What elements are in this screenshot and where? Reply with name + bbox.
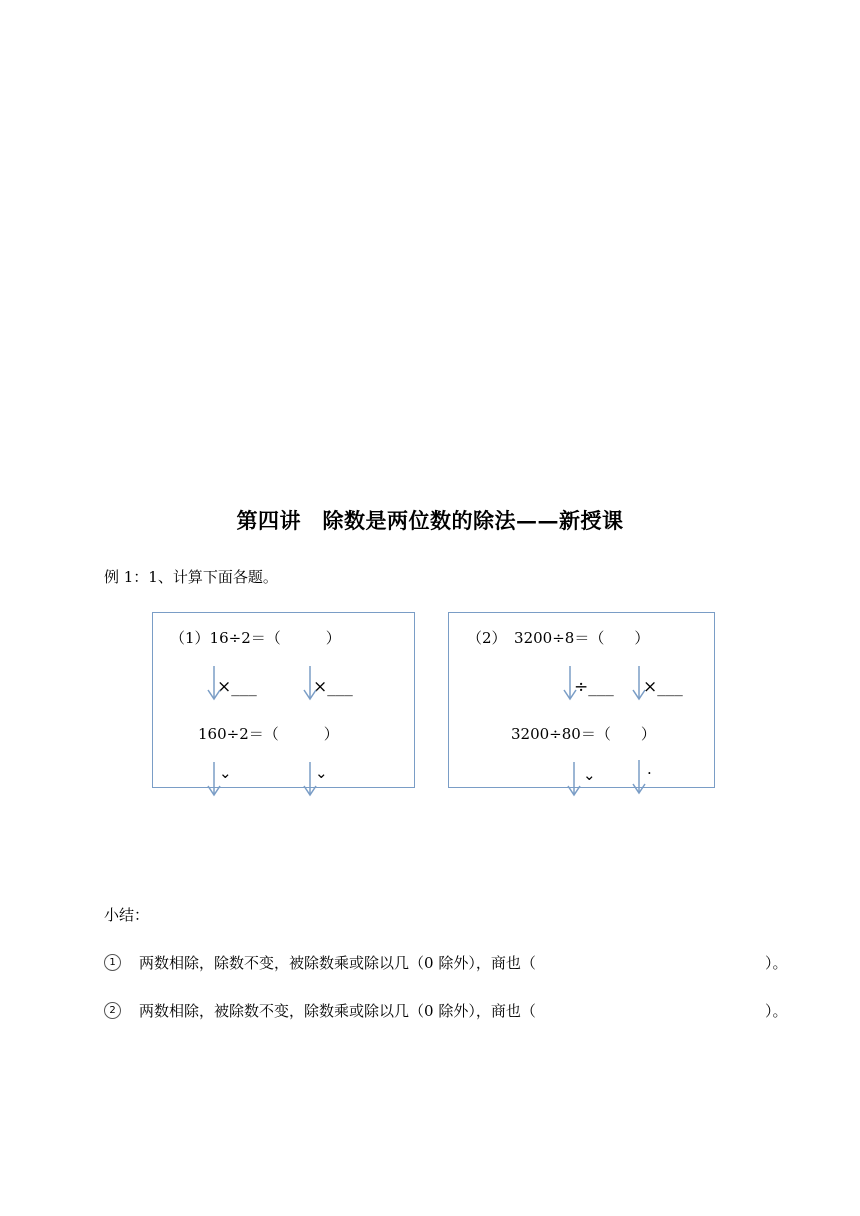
problem-2-bottom-right-mark: · [647,764,652,782]
rule-2-text: 两数相除，被除数不变，除数乘或除以几（0 除外），商也（ [139,1002,536,1020]
problem-2-op-left: ÷___ [574,677,614,697]
rule-2-circled-number: 2 [104,1002,121,1019]
rule-1-close: ）。 [765,954,788,972]
problem-1-bottom-right-mark: ⌄ [315,764,328,782]
problem-1-line1: （1）16÷2＝（ ） [170,629,341,647]
down-arrow-icon [561,666,579,702]
down-arrow-icon [630,666,648,702]
down-arrow-icon [301,762,319,798]
problem-2-line1: （2） 3200÷8＝（ ） [467,629,650,647]
problem-2-line2: 3200÷80＝（ ） [511,725,656,743]
problem-2-bottom-left-mark: ⌄ [583,766,596,784]
summary-title: 小结： [104,906,150,924]
example-label: 例 1：1、计算下面各题。 [104,568,278,586]
lesson-title: 第四讲 除数是两位数的除法——新授课 [236,508,624,533]
rule-2-close: ）。 [765,1002,788,1020]
problem-2-op-right: ×___ [643,677,683,697]
down-arrow-icon [565,762,583,798]
problem-1-line2: 160÷2＝（ ） [198,725,339,743]
rule-1-text: 两数相除，除数不变，被除数乘或除以几（0 除外），商也（ [139,954,536,972]
down-arrow-icon [205,762,223,798]
problem-1-bottom-left-mark: ⌄ [219,764,232,782]
down-arrow-icon [301,666,319,702]
problem-1-op-left: ×___ [217,677,257,697]
down-arrow-icon [205,666,223,702]
rule-1-circled-number: 1 [104,954,121,971]
problem-1-op-right: ×___ [313,677,353,697]
down-arrow-icon [630,760,648,796]
